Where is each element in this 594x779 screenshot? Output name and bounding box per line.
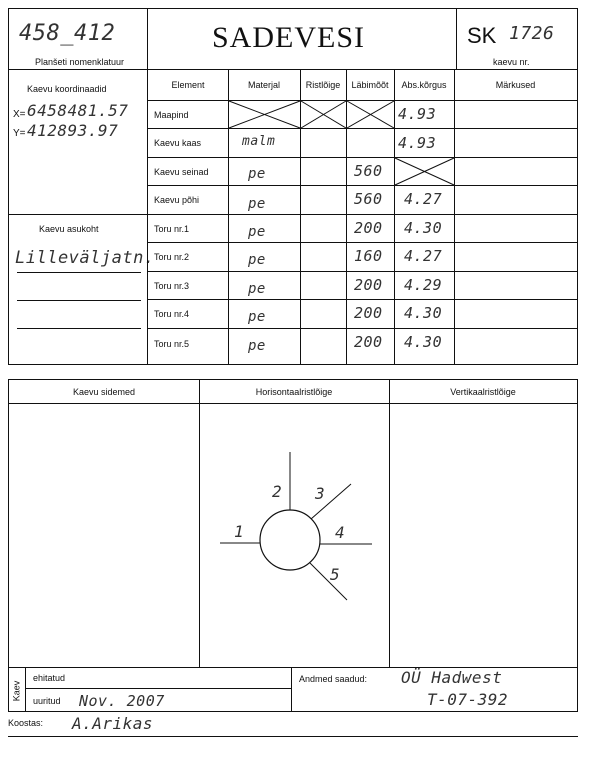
x-mark-material xyxy=(229,101,300,128)
location-label: Kaevu asukoht xyxy=(39,224,99,234)
row-abs-height: 4.30 xyxy=(404,333,443,351)
table-vline xyxy=(454,70,455,364)
sheet-code-box xyxy=(8,8,148,70)
col-header-abs-height: Abs.kõrgus xyxy=(401,80,447,90)
row-material: pe xyxy=(248,252,266,268)
x-mark-abs-height xyxy=(395,158,454,185)
row-abs-height: 4.30 xyxy=(404,304,443,322)
row-diameter: 200 xyxy=(354,304,383,322)
table-vline xyxy=(394,70,395,364)
well-number: 1726 xyxy=(509,23,555,44)
row-diameter: 160 xyxy=(354,247,383,265)
horizontal-section-header: Horisontaalristlõige xyxy=(255,386,333,397)
element-table xyxy=(147,69,578,365)
sheet-code-label: Planšeti nomenklatuur xyxy=(35,57,125,67)
col-header-remarks: Märkused xyxy=(495,80,536,90)
row-element-label: Toru nr.2 xyxy=(154,252,190,262)
connections-header: Kaevu sidemed xyxy=(72,386,136,397)
location-line-3 xyxy=(17,328,141,329)
x-coordinate: 6458481.57 xyxy=(27,101,129,120)
row-abs-height: 4.30 xyxy=(404,219,443,237)
location-value: Lilleväljatn. xyxy=(15,248,155,268)
row-abs-height: 4.29 xyxy=(404,276,443,294)
row-element-label: Kaevu kaas xyxy=(154,138,202,148)
row-material: pe xyxy=(248,196,266,212)
compiled-value: A.Arikas xyxy=(72,714,154,733)
source-value-line-1: OÜ Hadwest xyxy=(401,668,503,687)
col-header-element: Element xyxy=(171,80,205,90)
row-material: pe xyxy=(248,338,266,354)
well-prefix: SK xyxy=(467,23,497,48)
col-header-cross-section: Ristlõige xyxy=(305,80,341,90)
side-label: Kaev xyxy=(11,680,22,702)
y-prefix: Y= xyxy=(13,128,26,139)
well-number-label: kaevu nr. xyxy=(493,57,530,67)
row-diameter: 200 xyxy=(354,276,383,294)
well-number-box xyxy=(456,8,578,70)
surveyed-value: Nov. 2007 xyxy=(79,692,165,710)
left-panel xyxy=(8,69,155,365)
row-diameter: 560 xyxy=(354,162,383,180)
sheet-code: 458_412 xyxy=(19,21,116,46)
built-label: ehitatud xyxy=(33,673,66,683)
location-line-1 xyxy=(17,272,141,273)
row-diameter: 200 xyxy=(354,333,383,351)
pipe-number-5: 5 xyxy=(330,565,341,584)
row-element-label: Toru nr.5 xyxy=(154,338,190,349)
row-element-label: Toru nr.4 xyxy=(154,309,190,319)
pipe-number-4: 4 xyxy=(335,523,346,542)
footer-hline xyxy=(25,688,291,689)
pipe-number-1: 1 xyxy=(234,522,245,541)
page-title: SADEVESI xyxy=(212,21,366,54)
row-element-label: Maapind xyxy=(154,109,189,120)
location-line-2 xyxy=(17,300,141,301)
surveyed-label: uuritud xyxy=(33,696,61,706)
source-label: Andmed saadud: xyxy=(299,674,368,684)
x-mark-cross-section xyxy=(301,101,346,128)
left-divider xyxy=(9,214,147,215)
row-element-label: Toru nr.1 xyxy=(154,223,190,234)
sketch-vline xyxy=(199,380,200,667)
footer-box xyxy=(8,667,578,712)
row-element-label: Kaevu põhi xyxy=(154,195,200,205)
y-coordinate: 412893.97 xyxy=(27,121,119,140)
footer-vline xyxy=(25,668,26,711)
vertical-section-header: Vertikaalristlõige xyxy=(450,386,516,397)
row-abs-height: 4.93 xyxy=(398,134,437,152)
row-element-label: Kaevu seinad xyxy=(154,166,209,177)
row-material: malm xyxy=(242,134,276,149)
compiled-underline xyxy=(8,736,578,737)
row-diameter: 560 xyxy=(354,190,383,208)
row-material: pe xyxy=(248,309,266,325)
footer-vline xyxy=(291,668,292,711)
pipe-number-2: 2 xyxy=(272,482,283,501)
compiled-label: Koostas: xyxy=(8,718,44,728)
sketch-header-line xyxy=(9,403,577,404)
col-header-diameter: Läbimõõt xyxy=(351,80,389,90)
x-prefix: X= xyxy=(13,109,26,120)
pipe-5-line xyxy=(310,563,347,600)
pipe-number-3: 3 xyxy=(315,484,326,503)
row-abs-height: 4.93 xyxy=(398,105,437,123)
col-header-material: Materjal xyxy=(247,80,280,90)
row-abs-height: 4.27 xyxy=(404,190,443,208)
coords-label: Kaevu koordinaadid xyxy=(27,84,107,94)
row-element-label: Toru nr.3 xyxy=(154,280,190,291)
row-material: pe xyxy=(248,281,266,297)
row-material: pe xyxy=(248,224,266,240)
title-box xyxy=(147,8,457,70)
sketch-vline xyxy=(389,380,390,667)
x-mark-diameter xyxy=(347,101,394,128)
row-diameter: 200 xyxy=(354,219,383,237)
row-abs-height: 4.27 xyxy=(404,247,443,265)
source-value-line-2: T-07-392 xyxy=(427,690,509,709)
row-material: pe xyxy=(248,166,266,182)
